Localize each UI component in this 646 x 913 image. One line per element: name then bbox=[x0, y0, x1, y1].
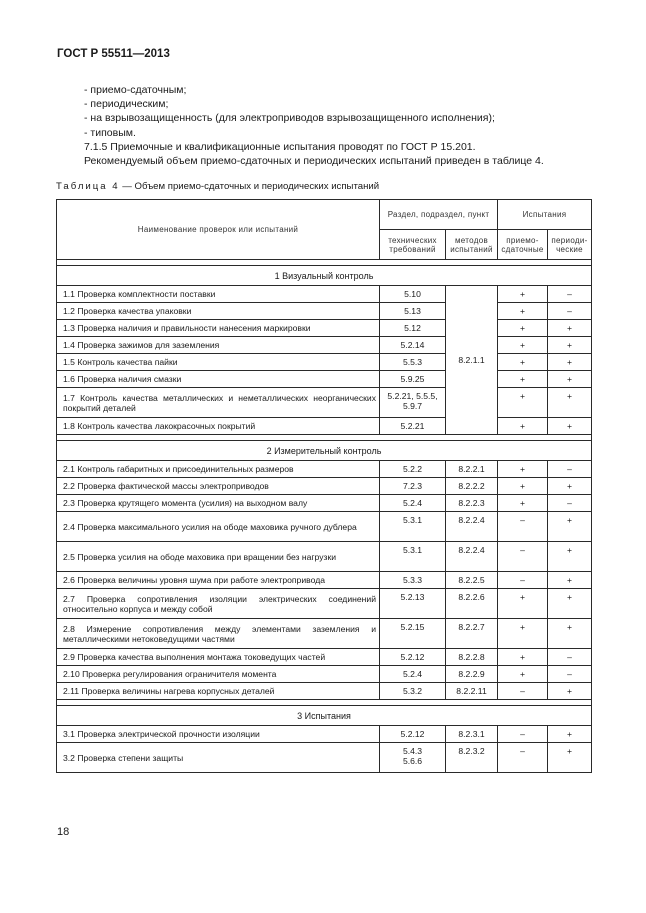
tech-requirement: 5.9.25 bbox=[380, 371, 446, 388]
tech-requirement: 7.2.3 bbox=[380, 478, 446, 495]
tech-requirement: 5.13 bbox=[380, 303, 446, 320]
intro-line: Рекомендуемый объем приемо-сдаточных и периодических испытаний приведен в таблице 4. bbox=[84, 155, 544, 168]
test-name: 1.4 Проверка зажимов для заземления bbox=[57, 337, 380, 354]
periodic-mark: + bbox=[548, 418, 592, 435]
tech-requirement: 5.2.15 bbox=[380, 619, 446, 649]
header-section: Раздел, подраздел, пункт bbox=[380, 200, 498, 230]
tech-requirement: 5.2.14 bbox=[380, 337, 446, 354]
intro-line: 7.1.5 Приемочные и квалификационные испытания проводят по ГОСТ Р 15.201. bbox=[84, 140, 476, 153]
periodic-mark: – bbox=[548, 666, 592, 683]
tech-requirement: 5.3.1 bbox=[380, 512, 446, 542]
table-row bbox=[57, 589, 592, 619]
table-row bbox=[57, 320, 592, 337]
intro-line: - периодическим; bbox=[84, 98, 169, 111]
test-method: 8.2.2.3 bbox=[446, 495, 498, 512]
test-name: 2.5 Проверка усилия на ободе маховика при вращении без нагрузки bbox=[57, 542, 380, 572]
table-row bbox=[57, 743, 592, 773]
test-name: 2.4 Проверка максимального усилия на ободе маховика ручного дублера bbox=[57, 512, 380, 542]
periodic-mark: + bbox=[548, 619, 592, 649]
test-method: 8.2.2.2 bbox=[446, 478, 498, 495]
table-row bbox=[57, 649, 592, 666]
test-name: 1.6 Проверка наличия смазки bbox=[57, 371, 380, 388]
tech-requirement: 5.5.3 bbox=[380, 354, 446, 371]
test-method: 8.2.2.5 bbox=[446, 572, 498, 589]
test-method: 8.2.1.1 bbox=[446, 286, 498, 435]
acceptance-mark: – bbox=[498, 743, 548, 773]
test-name: 3.1 Проверка электрической прочности изоляции bbox=[57, 726, 380, 743]
table-row bbox=[57, 495, 592, 512]
tech-requirement: 5.4.3 5.6.6 bbox=[380, 743, 446, 773]
table-row bbox=[57, 683, 592, 700]
header-acceptance: приемо-сдаточные bbox=[498, 230, 548, 260]
acceptance-mark: + bbox=[498, 303, 548, 320]
test-name: 2.8 Измерение сопротивления между элементами заземления и металлическими нетоковедущими частями bbox=[57, 619, 380, 649]
tech-requirement: 5.2.4 bbox=[380, 495, 446, 512]
intro-line: - на взрывозащищенность (для электроприводов взрывозащищенного исполнения); bbox=[84, 112, 495, 125]
page-number: 18 bbox=[57, 826, 70, 838]
tech-requirement: 5.2.21, 5.5.5, 5.9.7 bbox=[380, 388, 446, 418]
section-title: 2 Измерительный контроль bbox=[57, 441, 592, 461]
test-method: 8.2.2.11 bbox=[446, 683, 498, 700]
periodic-mark: + bbox=[548, 542, 592, 572]
periodic-mark: + bbox=[548, 337, 592, 354]
table-row bbox=[57, 388, 592, 418]
header-methods: методов испытаний bbox=[446, 230, 498, 260]
periodic-mark: + bbox=[548, 683, 592, 700]
acceptance-mark: – bbox=[498, 572, 548, 589]
table-row bbox=[57, 572, 592, 589]
acceptance-mark: + bbox=[498, 320, 548, 337]
table-row bbox=[57, 512, 592, 542]
section-title: 3 Испытания bbox=[57, 706, 592, 726]
tech-requirement: 5.2.21 bbox=[380, 418, 446, 435]
acceptance-mark: + bbox=[498, 589, 548, 619]
test-name: 1.1 Проверка комплектности поставки bbox=[57, 286, 380, 303]
table-row bbox=[57, 354, 592, 371]
intro-line: - приемо-сдаточным; bbox=[84, 84, 187, 96]
acceptance-mark: – bbox=[498, 542, 548, 572]
tech-requirement: 5.3.1 bbox=[380, 542, 446, 572]
test-method: 8.2.2.9 bbox=[446, 666, 498, 683]
test-name: 2.11 Проверка величины нагрева корпусных деталей bbox=[57, 683, 380, 700]
test-method: 8.2.3.1 bbox=[446, 726, 498, 743]
test-name: 1.7 Контроль качества металлических и неметаллических неорганических покрытий деталей bbox=[57, 388, 380, 418]
acceptance-mark: + bbox=[498, 371, 548, 388]
acceptance-mark: + bbox=[498, 495, 548, 512]
periodic-mark: – bbox=[548, 461, 592, 478]
tech-requirement: 5.2.4 bbox=[380, 666, 446, 683]
tech-requirement: 5.2.12 bbox=[380, 649, 446, 666]
acceptance-mark: – bbox=[498, 512, 548, 542]
test-name: 3.2 Проверка степени защиты bbox=[57, 743, 380, 773]
table-row bbox=[57, 286, 592, 303]
document-code: ГОСТ Р 55511—2013 bbox=[57, 48, 170, 60]
periodic-mark: + bbox=[548, 388, 592, 418]
acceptance-mark: + bbox=[498, 354, 548, 371]
periodic-mark: – bbox=[548, 495, 592, 512]
acceptance-mark: + bbox=[498, 388, 548, 418]
periodic-mark: + bbox=[548, 743, 592, 773]
test-method: 8.2.2.6 bbox=[446, 589, 498, 619]
acceptance-mark: + bbox=[498, 461, 548, 478]
test-name: 1.8 Контроль качества лакокрасочных покрытий bbox=[57, 418, 380, 435]
acceptance-mark: + bbox=[498, 337, 548, 354]
periodic-mark: + bbox=[548, 354, 592, 371]
table-row bbox=[57, 371, 592, 388]
tech-requirement: 5.12 bbox=[380, 320, 446, 337]
periodic-mark: + bbox=[548, 589, 592, 619]
periodic-mark: + bbox=[548, 726, 592, 743]
section-title: 1 Визуальный контроль bbox=[57, 266, 592, 286]
table-caption-text: — Объем приемо-сдаточных и периодических испытаний bbox=[119, 181, 380, 192]
tests-table bbox=[56, 199, 592, 773]
test-name: 2.7 Проверка сопротивления изоляции электрических соединений относительно корпуса и между собой bbox=[57, 589, 380, 619]
tech-requirement: 5.10 bbox=[380, 286, 446, 303]
acceptance-mark: + bbox=[498, 649, 548, 666]
periodic-mark: + bbox=[548, 478, 592, 495]
test-name: 2.2 Проверка фактической массы электроприводов bbox=[57, 478, 380, 495]
tech-requirement: 5.3.3 bbox=[380, 572, 446, 589]
acceptance-mark: – bbox=[498, 726, 548, 743]
test-method: 8.2.3.2 bbox=[446, 743, 498, 773]
header-name: Наименование проверок или испытаний bbox=[57, 200, 380, 260]
tech-requirement: 5.2.13 bbox=[380, 589, 446, 619]
table-row bbox=[57, 726, 592, 743]
table-row bbox=[57, 542, 592, 572]
header-tech: технических требований bbox=[380, 230, 446, 260]
periodic-mark: – bbox=[548, 286, 592, 303]
intro-line: - типовым. bbox=[84, 126, 136, 139]
periodic-mark: – bbox=[548, 649, 592, 666]
periodic-mark: + bbox=[548, 371, 592, 388]
test-name: 2.1 Контроль габаритных и присоединительных размеров bbox=[57, 461, 380, 478]
test-method: 8.2.2.4 bbox=[446, 542, 498, 572]
table-caption bbox=[56, 181, 379, 192]
tech-requirement: 5.3.2 bbox=[380, 683, 446, 700]
table-row bbox=[57, 619, 592, 649]
test-name: 2.3 Проверка крутящего момента (усилия) на выходном валу bbox=[57, 495, 380, 512]
test-name: 1.5 Контроль качества пайки bbox=[57, 354, 380, 371]
table-caption-prefix: Таблица 4 bbox=[56, 181, 120, 192]
test-name: 2.10 Проверка регулирования ограничителя момента bbox=[57, 666, 380, 683]
table-row bbox=[57, 478, 592, 495]
table-row bbox=[57, 461, 592, 478]
tech-requirement: 5.2.2 bbox=[380, 461, 446, 478]
test-name: 1.3 Проверка наличия и правильности нанесения маркировки bbox=[57, 320, 380, 337]
acceptance-mark: + bbox=[498, 478, 548, 495]
table-row bbox=[57, 418, 592, 435]
test-method: 8.2.2.8 bbox=[446, 649, 498, 666]
test-method: 8.2.2.4 bbox=[446, 512, 498, 542]
periodic-mark: + bbox=[548, 512, 592, 542]
header-tests: Испытания bbox=[498, 200, 592, 230]
test-name: 2.9 Проверка качества выполнения монтажа токоведущих частей bbox=[57, 649, 380, 666]
test-name: 1.2 Проверка качества упаковки bbox=[57, 303, 380, 320]
tech-requirement: 5.2.12 bbox=[380, 726, 446, 743]
acceptance-mark: + bbox=[498, 619, 548, 649]
intro-text bbox=[84, 83, 544, 168]
periodic-mark: – bbox=[548, 303, 592, 320]
periodic-mark: + bbox=[548, 320, 592, 337]
test-name: 2.6 Проверка величины уровня шума при работе электропривода bbox=[57, 572, 380, 589]
table-row bbox=[57, 303, 592, 320]
periodic-mark: + bbox=[548, 572, 592, 589]
table-row bbox=[57, 337, 592, 354]
acceptance-mark: + bbox=[498, 666, 548, 683]
header-periodic: периоди-ческие bbox=[548, 230, 592, 260]
table-row bbox=[57, 666, 592, 683]
acceptance-mark: + bbox=[498, 418, 548, 435]
acceptance-mark: – bbox=[498, 683, 548, 700]
test-method: 8.2.2.7 bbox=[446, 619, 498, 649]
acceptance-mark: + bbox=[498, 286, 548, 303]
test-method: 8.2.2.1 bbox=[446, 461, 498, 478]
